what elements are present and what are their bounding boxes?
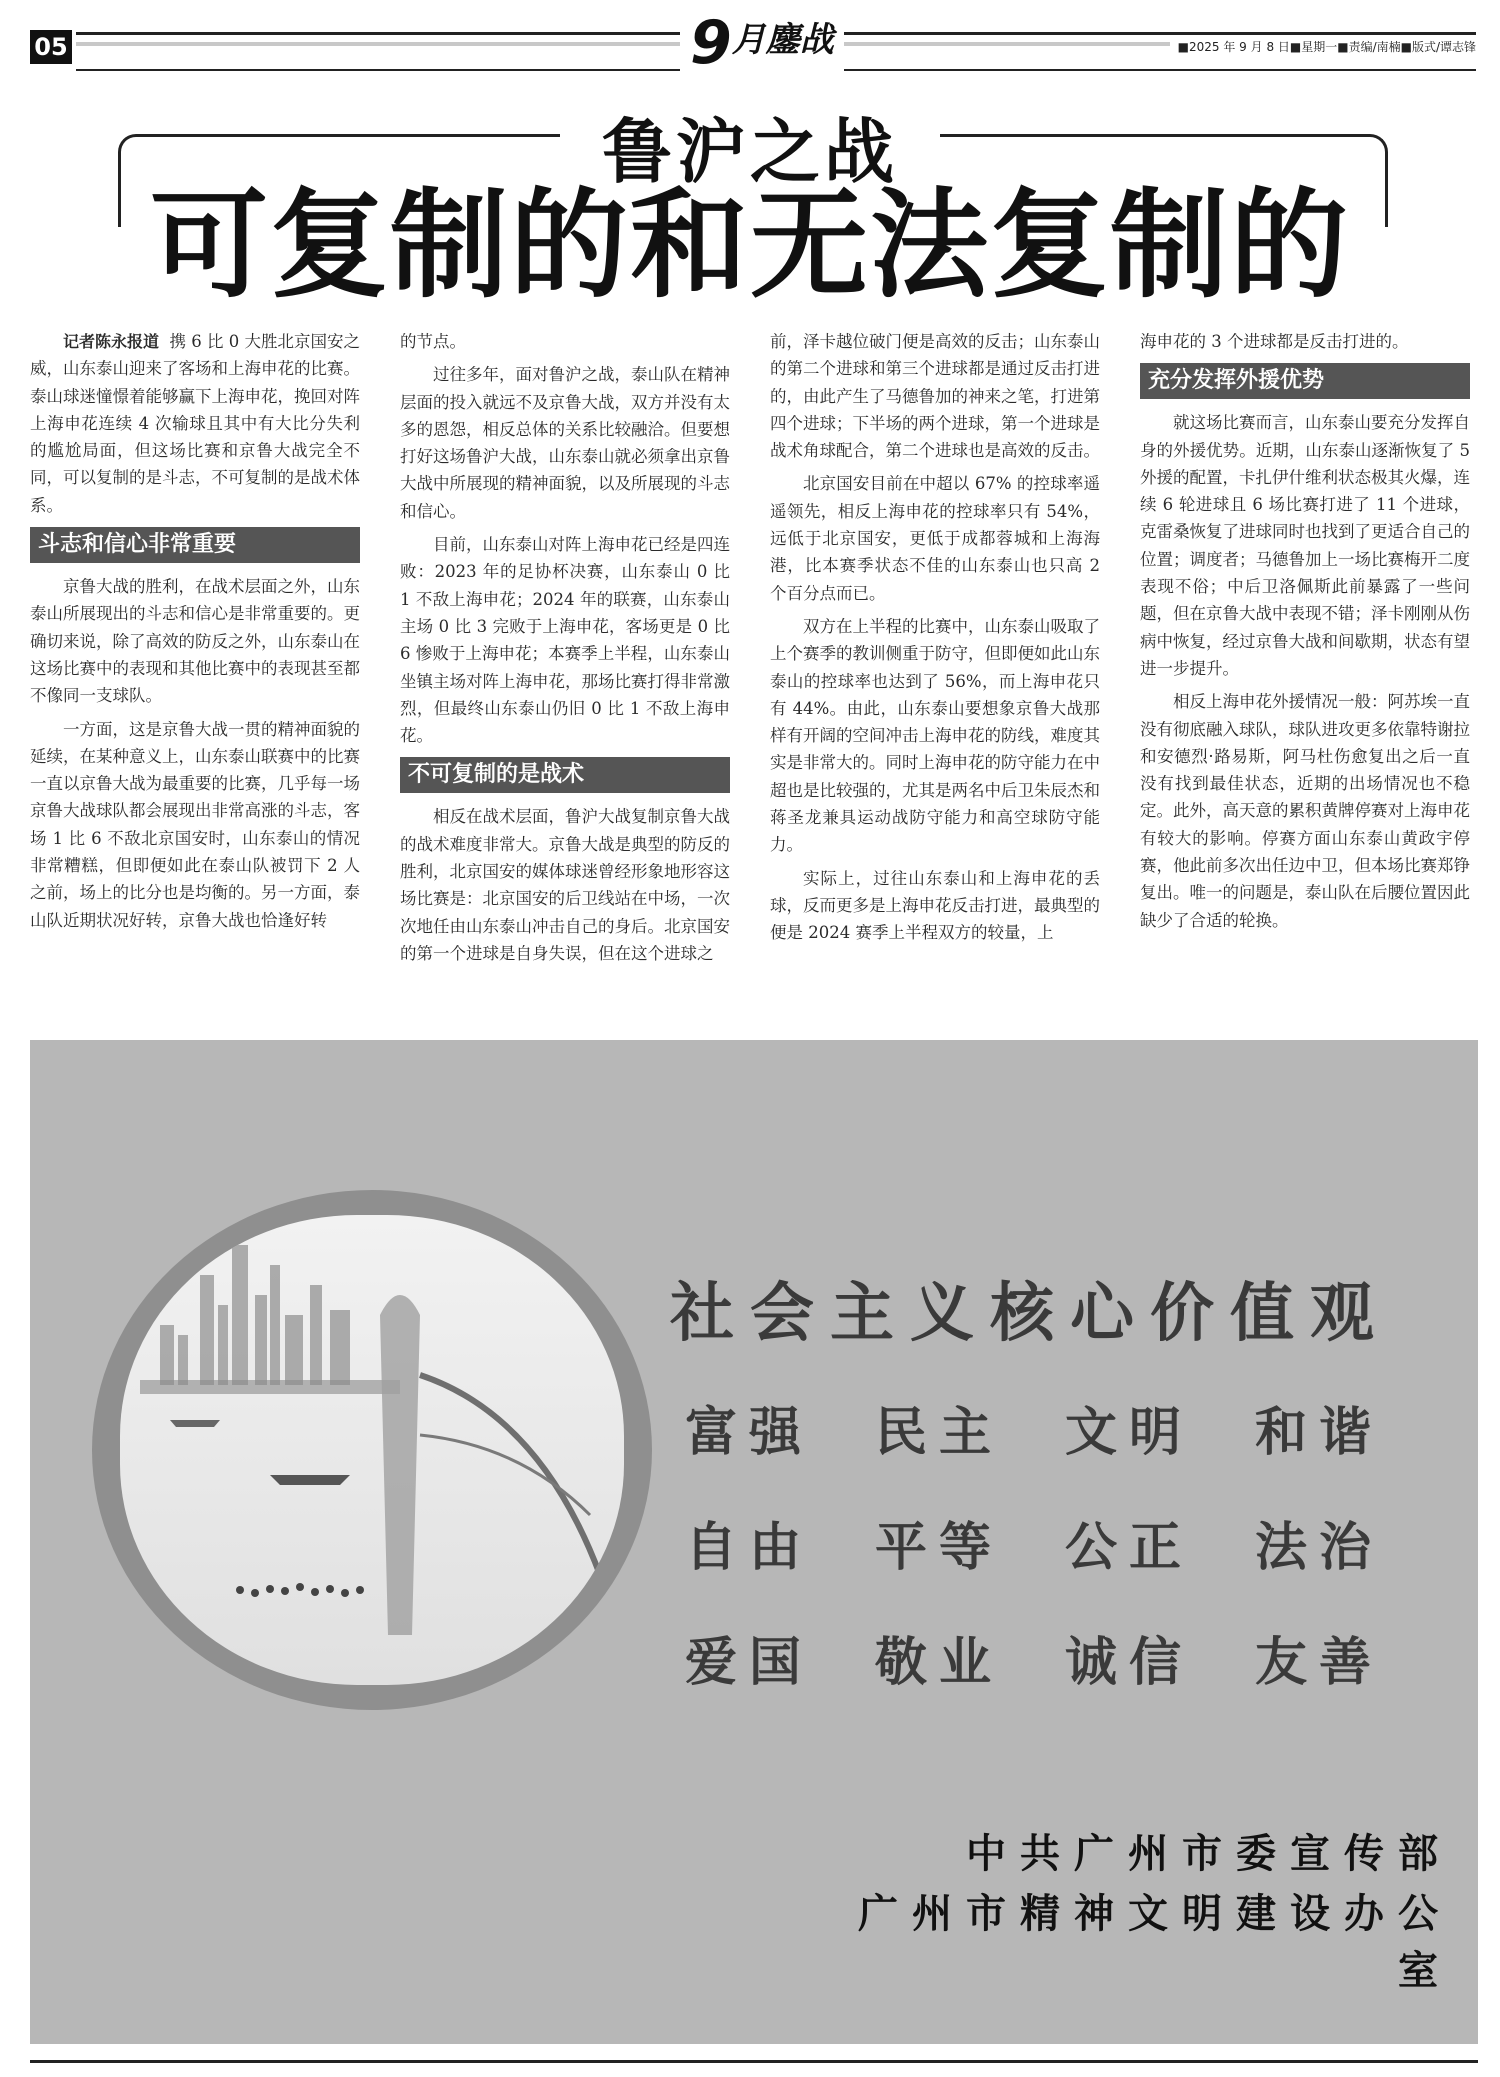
article-paragraph: 双方在上半程的比赛中，山东泰山吸取了上个赛季的教训侧重于防守，但即便如此山东泰山的控球率也达到了 56%，而上海申花只有 44%。由此，山东泰山要想象京鲁大战那样有开阔的空间冲击上海申花的防线，难度其实是非常大的。同时上海申花的防守能力在中超也是比较强的，尤其是两名中后卫朱辰杰和蒋圣龙兼具运动战防守能力和高空球防守能力。 [770,616,1100,855]
article-paragraph: 实际上，过往山东泰山和上海申花的丢球，反而更多是上海申花反击打进，最典型的便是 2024 赛季上半程双方的较量，上 [770,868,1100,943]
value-item: 诚信 [1065,1633,1194,1693]
bottom-rule [30,2060,1478,2063]
value-item: 富强 [685,1403,814,1463]
headline-kicker: 鲁沪之战 [560,96,940,197]
article-paragraph [30,328,360,519]
article-paragraph: 的节点。 [400,332,466,351]
city-skyline-painting [120,1215,624,1685]
section-logo-number: 9 [690,8,732,78]
headline-title: 可复制的和无法复制的 [150,175,1351,314]
article-paragraph: 相反在战术层面，鲁沪大战复制京鲁大战的战术难度非常大。京鲁大战是典型的防反的胜利，北京国安的媒体球迷曾经形象地形容这场比赛是：北京国安的后卫线站在中场，一次次地任由山东泰山冲击自己的身后。北京国安的第一个进球是自身失误，但在这个进球之 [400,807,730,963]
article-paragraph: 一方面，这是京鲁大战一贯的精神面貌的延续，在某种意义上，山东泰山联赛中的比赛一直以京鲁大战为最重要的比赛，几乎每一场京鲁大战球队都会展现出非常高涨的斗志，客场 1 比 6 不敌北京国安时，山东泰山的情况非常糟糕，但即便如此在泰山队被罚下 2 人之前，场上的比分也是均衡的。另一方面，泰山队近期状况好转，京鲁大战也恰逢好转 [30,719,360,930]
article-column-3 [770,328,1100,953]
page-header [30,8,1476,78]
subhead: 斗志和信心非常重要 [30,527,360,563]
article-paragraph: 海申花的 3 个进球都是反击打进的。 [1140,332,1409,351]
subhead: 不可复制的是战术 [400,757,730,793]
article-paragraph: 北京国安目前在中超以 67% 的控球率遥遥领先，相反上海申花的控球率只有 54%，远低于北京国安，更低于成都蓉城和上海海港，比本赛季状态不佳的山东泰山也只高 2 个百分点而已。 [770,474,1100,603]
article-column-4 [1140,328,1470,940]
public-service-ad [30,1040,1478,2044]
article-paragraph: 前，泽卡越位破门便是高效的反击；山东泰山的第二个进球和第三个进球都是通过反击打进的，由此产生了马德鲁加的神来之笔，打进第四个进球；下半场的两个进球，第一个进球是战术角球配合，第二个进球也是高效的反击。 [770,332,1100,461]
article-paragraph: 京鲁大战的胜利，在战术层面之外，山东泰山所展现出的斗志和信心是非常重要的。更确切来说，除了高效的防反之外，山东泰山在这场比赛中的表现和其他比赛中的表现甚至都不像同一支球队。 [30,577,360,706]
value-item: 敬业 [875,1633,1004,1693]
article-column-2 [400,328,730,973]
section-logo-word: 月鏖战 [731,20,834,60]
article-paragraph: 相反上海申花外援情况一般：阿苏埃一直没有彻底融入球队，球队进攻更多依靠特谢拉和安德烈·路易斯，阿马杜伤愈复出之后一直没有找到最佳状态，近期的出场情况也不稳定。此外，高天意的累积黄牌停赛对上海申花有较大的影响。停赛方面山东泰山黄政宇停赛，他此前多次出任边中卫，但本场比赛郑铮复出。唯一的问题是，泰山队在后腰位置因此缺少了合适的轮换。 [1140,692,1470,930]
value-item: 民主 [875,1403,1004,1463]
page-number: 05 [30,30,72,64]
paragraph-text: 携 6 比 0 大胜北京国安之威，山东泰山迎来了客场和上海申花的比赛。泰山球迷憧憬着能够赢下上海申花，挽回对阵上海申花连续 4 次输球且其中有大比分失利的尴尬局面，但这场比赛和京鲁大战完全不同，可以复制的是斗志，不可复制的是战术体系。 [30,332,360,515]
article-paragraph: 过往多年，面对鲁沪之战，泰山队在精神层面的投入就远不及京鲁大战，双方并没有太多的恩怨，相反总体的关系比较融洽。但要想打好这场鲁沪大战，山东泰山就必须拿出京鲁大战中所展现的精神面貌，以及所展现的斗志和信心。 [400,365,730,521]
value-item: 爱国 [685,1633,814,1693]
article-column-1 [30,328,360,940]
article-paragraph: 就这场比赛而言，山东泰山要充分发挥自身的外援优势。近期，山东泰山逐渐恢复了 5 外援的配置，卡扎伊什维利状态极其火爆，连续 6 轮进球且 6 场比赛打进了 11 个进球，克雷桑恢复了进球同时也找到了更适合自己的位置；调度者；马德鲁加上一场比赛梅开二度表现不俗；中后卫洛佩斯此前暴露了一些问题，但在京鲁大战中表现不错；泽卡刚刚从伤病中恢复，经过京鲁大战和间歇期，状态有望进一步提升。 [1140,413,1470,678]
section-logo [680,8,844,78]
sponsor-line-1: 中共广州市委宣传部 [966,1831,1452,1877]
value-item: 平等 [875,1518,1004,1578]
article-paragraph: 目前，山东泰山对阵上海申花已经是四连败：2023 年的足协杯决赛，山东泰山 0 比 1 不敌上海申花；2024 年的联赛，山东泰山主场 0 比 3 完败于上海申花，客场更是 0 比 6 惨败于上海申花；本赛季上半程，山东泰山坐镇主场对阵上海申花，那场比赛打得非常激烈，但最终山东泰山仍旧 0 比 1 不敌上海申花。 [400,535,730,746]
ad-title: 社会主义核心价值观 [670,1277,1390,1351]
core-values-grid [685,1390,1445,1695]
value-item: 自由 [685,1518,814,1578]
ink-painting-image [120,1215,624,1685]
value-item: 友善 [1255,1633,1384,1693]
value-item: 公正 [1065,1518,1194,1578]
value-item: 和谐 [1255,1403,1384,1463]
subhead: 充分发挥外援优势 [1140,363,1470,399]
date-line: ■2025 年 9 月 8 日■星期一■责编/南楠■版式/谭志锋 [1170,38,1476,55]
sponsor-line-2: 广州市精神文明建设办公室 [858,1891,1452,1994]
value-item: 文明 [1065,1403,1194,1463]
byline: 记者陈永报道 [63,332,160,351]
value-item: 法治 [1255,1518,1384,1578]
